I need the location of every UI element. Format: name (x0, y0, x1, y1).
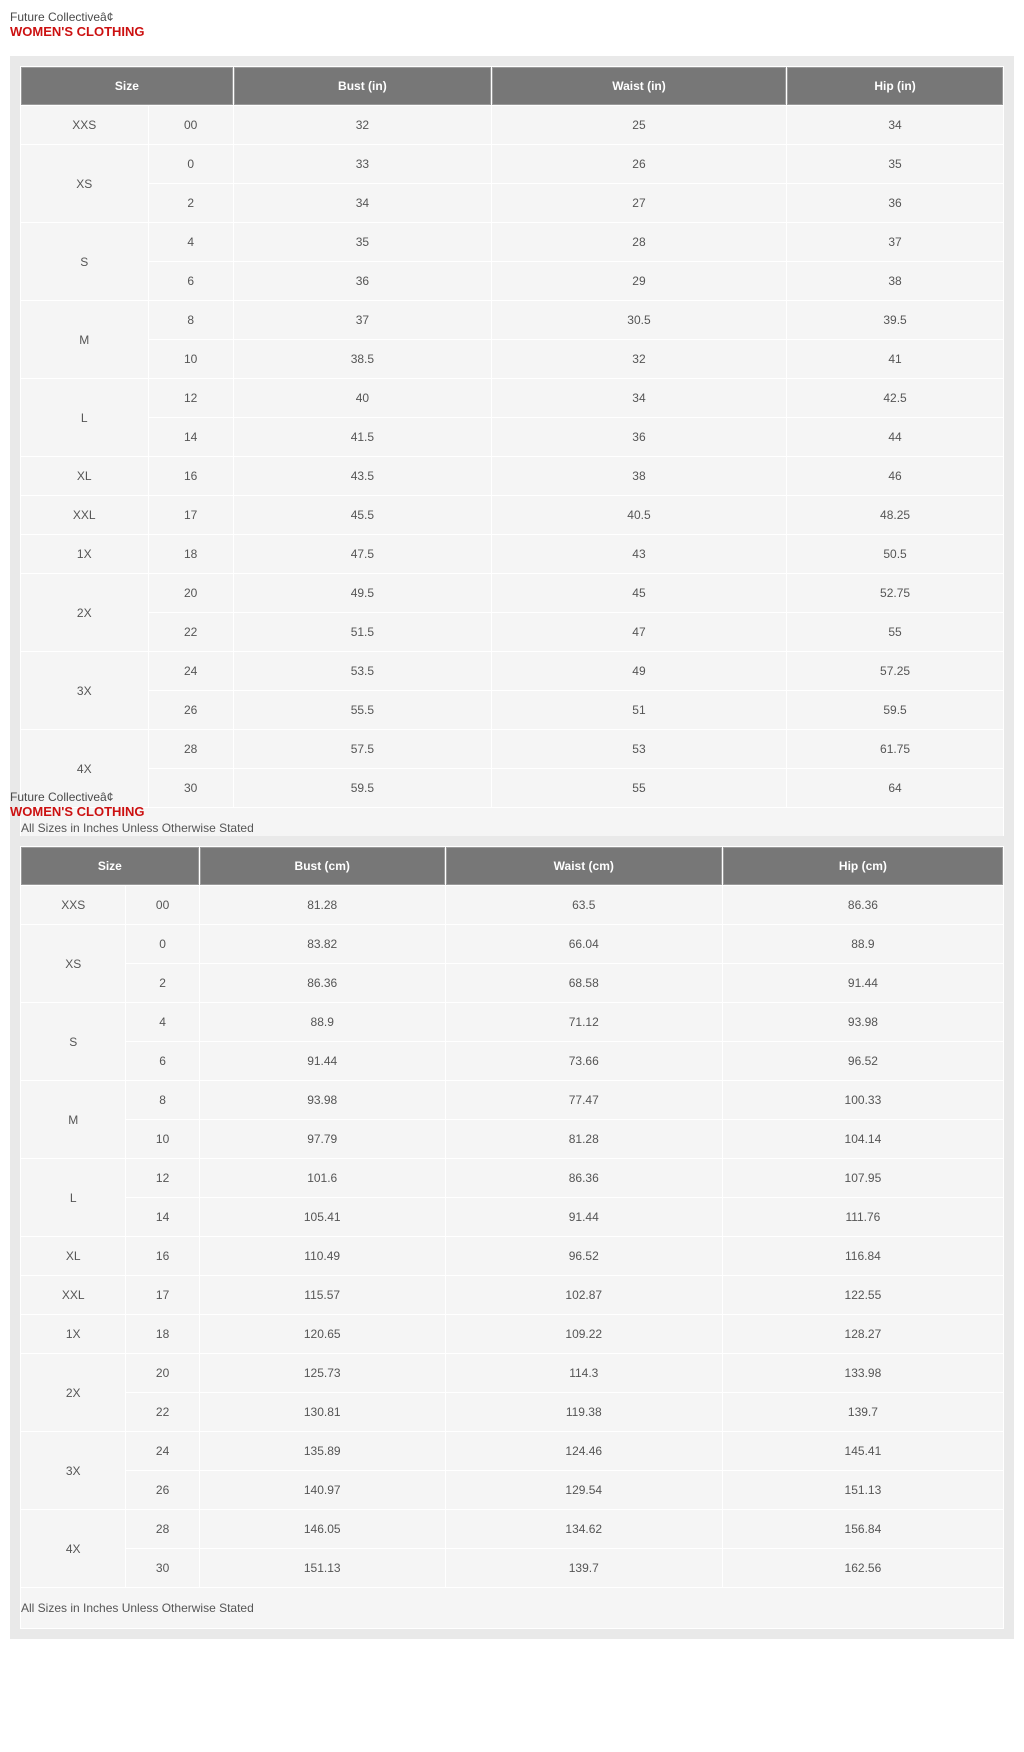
bust-value: 151.13 (200, 1549, 445, 1587)
waist-value: 34 (492, 379, 786, 417)
table-row (21, 1393, 1003, 1431)
hip-value: 122.55 (723, 1276, 1003, 1314)
hip-value: 35 (787, 145, 1003, 183)
bust-value: 130.81 (200, 1393, 445, 1431)
numeric-size: 10 (126, 1120, 198, 1158)
numeric-size: 30 (149, 769, 233, 807)
waist-value: 49 (492, 652, 786, 690)
hip-value: 64 (787, 769, 1003, 807)
waist-value: 102.87 (446, 1276, 722, 1314)
table-row (21, 613, 1003, 651)
waist-value: 30.5 (492, 301, 786, 339)
bust-value: 101.6 (200, 1159, 445, 1197)
hip-value: 91.44 (723, 964, 1003, 1002)
header-bust: Bust (in) (234, 67, 491, 105)
numeric-size: 26 (149, 691, 233, 729)
hip-value: 151.13 (723, 1471, 1003, 1509)
table-row (21, 1432, 1003, 1470)
bust-value: 86.36 (200, 964, 445, 1002)
header-bust: Bust (cm) (200, 847, 445, 885)
bust-value: 37 (234, 301, 491, 339)
bust-value: 115.57 (200, 1276, 445, 1314)
table-header-row (21, 847, 1003, 885)
waist-value: 77.47 (446, 1081, 722, 1119)
bust-value: 34 (234, 184, 491, 222)
table-row (21, 1471, 1003, 1509)
waist-value: 47 (492, 613, 786, 651)
numeric-size: 2 (126, 964, 198, 1002)
numeric-size: 14 (149, 418, 233, 456)
waist-value: 45 (492, 574, 786, 612)
bust-value: 105.41 (200, 1198, 445, 1236)
hip-value: 44 (787, 418, 1003, 456)
numeric-size: 20 (149, 574, 233, 612)
table-row (21, 262, 1003, 300)
size-label: 1X (21, 1315, 125, 1353)
bust-value: 83.82 (200, 925, 445, 963)
numeric-size: 24 (149, 652, 233, 690)
bust-value: 140.97 (200, 1471, 445, 1509)
table-row (21, 574, 1003, 612)
size-label: S (21, 223, 148, 300)
table-row (21, 1315, 1003, 1353)
hip-value: 156.84 (723, 1510, 1003, 1548)
bust-value: 51.5 (234, 613, 491, 651)
waist-value: 53 (492, 730, 786, 768)
bust-value: 59.5 (234, 769, 491, 807)
numeric-size: 6 (126, 1042, 198, 1080)
numeric-size: 18 (126, 1315, 198, 1353)
waist-value: 36 (492, 418, 786, 456)
table-row (21, 886, 1003, 924)
hip-value: 107.95 (723, 1159, 1003, 1197)
hip-value: 111.76 (723, 1198, 1003, 1236)
bust-value: 47.5 (234, 535, 491, 573)
bust-value: 146.05 (200, 1510, 445, 1548)
waist-value: 68.58 (446, 964, 722, 1002)
hip-value: 162.56 (723, 1549, 1003, 1587)
size-label: XXS (21, 106, 148, 144)
size-label: L (21, 379, 148, 456)
table-row (21, 1354, 1003, 1392)
numeric-size: 22 (126, 1393, 198, 1431)
table-row (21, 652, 1003, 690)
table-row (21, 730, 1003, 768)
hip-value: 86.36 (723, 886, 1003, 924)
bust-value: 81.28 (200, 886, 445, 924)
table-row (21, 1003, 1003, 1041)
numeric-size: 0 (126, 925, 198, 963)
bust-value: 41.5 (234, 418, 491, 456)
waist-value: 124.46 (446, 1432, 722, 1470)
waist-value: 29 (492, 262, 786, 300)
bust-value: 55.5 (234, 691, 491, 729)
header-size: Size (21, 847, 199, 885)
waist-value: 73.66 (446, 1042, 722, 1080)
bust-value: 38.5 (234, 340, 491, 378)
waist-value: 40.5 (492, 496, 786, 534)
size-label: L (21, 1159, 125, 1236)
waist-value: 81.28 (446, 1120, 722, 1158)
table-row (21, 106, 1003, 144)
waist-value: 27 (492, 184, 786, 222)
hip-value: 133.98 (723, 1354, 1003, 1392)
header-hip: Hip (cm) (723, 847, 1003, 885)
size-chart-centimeters (10, 790, 1014, 1639)
bust-value: 57.5 (234, 730, 491, 768)
numeric-size: 16 (126, 1237, 198, 1275)
table-row (21, 379, 1003, 417)
size-label: XXL (21, 496, 148, 534)
waist-value: 25 (492, 106, 786, 144)
size-label: XXS (21, 886, 125, 924)
hip-value: 116.84 (723, 1237, 1003, 1275)
bust-value: 93.98 (200, 1081, 445, 1119)
numeric-size: 14 (126, 1198, 198, 1236)
hip-value: 100.33 (723, 1081, 1003, 1119)
numeric-size: 4 (149, 223, 233, 261)
table-row (21, 925, 1003, 963)
numeric-size: 17 (126, 1276, 198, 1314)
size-label: M (21, 301, 148, 378)
hip-value: 104.14 (723, 1120, 1003, 1158)
numeric-size: 00 (149, 106, 233, 144)
numeric-size: 12 (126, 1159, 198, 1197)
table-row (21, 1237, 1003, 1275)
table-row (21, 457, 1003, 495)
bust-value: 36 (234, 262, 491, 300)
size-label: XS (21, 925, 125, 1002)
bust-value: 49.5 (234, 574, 491, 612)
size-label: 2X (21, 1354, 125, 1431)
table-row (21, 184, 1003, 222)
hip-value: 41 (787, 340, 1003, 378)
waist-value: 51 (492, 691, 786, 729)
table-row (21, 223, 1003, 261)
size-label: M (21, 1081, 125, 1158)
table-panel (10, 56, 1014, 859)
waist-value: 63.5 (446, 886, 722, 924)
waist-value: 139.7 (446, 1549, 722, 1587)
hip-value: 57.25 (787, 652, 1003, 690)
table-panel (10, 836, 1014, 1639)
numeric-size: 26 (126, 1471, 198, 1509)
bust-value: 53.5 (234, 652, 491, 690)
table-row (21, 535, 1003, 573)
table-row (21, 145, 1003, 183)
bust-value: 35 (234, 223, 491, 261)
hip-value: 61.75 (787, 730, 1003, 768)
size-label: XXL (21, 1276, 125, 1314)
bust-value: 33 (234, 145, 491, 183)
table-header-row (21, 67, 1003, 105)
numeric-size: 12 (149, 379, 233, 417)
table-row (21, 1276, 1003, 1314)
hip-value: 88.9 (723, 925, 1003, 963)
table-row (21, 1120, 1003, 1158)
bust-value: 40 (234, 379, 491, 417)
bust-value: 45.5 (234, 496, 491, 534)
size-label: 4X (21, 1510, 125, 1587)
hip-value: 52.75 (787, 574, 1003, 612)
numeric-size: 8 (149, 301, 233, 339)
numeric-size: 4 (126, 1003, 198, 1041)
table-row (21, 1159, 1003, 1197)
size-label: 3X (21, 652, 148, 729)
size-label: S (21, 1003, 125, 1080)
brand-name: Future Collectiveâ¢ (10, 790, 114, 804)
bust-value: 88.9 (200, 1003, 445, 1041)
bust-value: 97.79 (200, 1120, 445, 1158)
waist-value: 66.04 (446, 925, 722, 963)
numeric-size: 10 (149, 340, 233, 378)
bust-value: 110.49 (200, 1237, 445, 1275)
numeric-size: 28 (149, 730, 233, 768)
table-row (21, 1198, 1003, 1236)
section-title: WOMEN'S CLOTHING (10, 24, 145, 39)
table-row (21, 301, 1003, 339)
bust-value: 125.73 (200, 1354, 445, 1392)
hip-value: 139.7 (723, 1393, 1003, 1431)
table-row (21, 964, 1003, 1002)
numeric-size: 30 (126, 1549, 198, 1587)
waist-value: 134.62 (446, 1510, 722, 1548)
waist-value: 119.38 (446, 1393, 722, 1431)
table-row (21, 496, 1003, 534)
numeric-size: 18 (149, 535, 233, 573)
numeric-size: 28 (126, 1510, 198, 1548)
numeric-size: 2 (149, 184, 233, 222)
size-label: XS (21, 145, 148, 222)
waist-value: 129.54 (446, 1471, 722, 1509)
waist-value: 26 (492, 145, 786, 183)
numeric-size: 0 (149, 145, 233, 183)
waist-value: 38 (492, 457, 786, 495)
hip-value: 39.5 (787, 301, 1003, 339)
numeric-size: 24 (126, 1432, 198, 1470)
bust-value: 135.89 (200, 1432, 445, 1470)
numeric-size: 20 (126, 1354, 198, 1392)
table-row (21, 418, 1003, 456)
bust-value: 43.5 (234, 457, 491, 495)
size-chart-inches (10, 10, 1014, 859)
bust-value: 120.65 (200, 1315, 445, 1353)
waist-value: 109.22 (446, 1315, 722, 1353)
hip-value: 93.98 (723, 1003, 1003, 1041)
hip-value: 37 (787, 223, 1003, 261)
size-label: 2X (21, 574, 148, 651)
hip-value: 55 (787, 613, 1003, 651)
header-waist: Waist (in) (492, 67, 786, 105)
brand-name: Future Collectiveâ¢ (10, 10, 114, 24)
numeric-size: 8 (126, 1081, 198, 1119)
numeric-size: 6 (149, 262, 233, 300)
hip-value: 46 (787, 457, 1003, 495)
hip-value: 96.52 (723, 1042, 1003, 1080)
table-row (21, 1042, 1003, 1080)
waist-value: 96.52 (446, 1237, 722, 1275)
size-label: 4X (21, 730, 148, 807)
size-table (20, 846, 1004, 1629)
size-label: XL (21, 1237, 125, 1275)
numeric-size: 16 (149, 457, 233, 495)
bust-value: 91.44 (200, 1042, 445, 1080)
footnote: All Sizes in Inches Unless Otherwise Stated (21, 808, 1003, 848)
hip-value: 36 (787, 184, 1003, 222)
hip-value: 42.5 (787, 379, 1003, 417)
table-row (21, 1510, 1003, 1548)
hip-value: 34 (787, 106, 1003, 144)
numeric-size: 00 (126, 886, 198, 924)
header-waist: Waist (cm) (446, 847, 722, 885)
waist-value: 91.44 (446, 1198, 722, 1236)
waist-value: 55 (492, 769, 786, 807)
bust-value: 32 (234, 106, 491, 144)
size-label: 3X (21, 1432, 125, 1509)
waist-value: 28 (492, 223, 786, 261)
table-row (21, 340, 1003, 378)
section-title: WOMEN'S CLOTHING (10, 804, 145, 819)
waist-value: 86.36 (446, 1159, 722, 1197)
hip-value: 50.5 (787, 535, 1003, 573)
hip-value: 59.5 (787, 691, 1003, 729)
table-row (21, 1081, 1003, 1119)
hip-value: 38 (787, 262, 1003, 300)
waist-value: 114.3 (446, 1354, 722, 1392)
table-row (21, 1549, 1003, 1587)
size-label: 1X (21, 535, 148, 573)
numeric-size: 22 (149, 613, 233, 651)
header-hip: Hip (in) (787, 67, 1003, 105)
hip-value: 145.41 (723, 1432, 1003, 1470)
waist-value: 32 (492, 340, 786, 378)
hip-value: 48.25 (787, 496, 1003, 534)
numeric-size: 17 (149, 496, 233, 534)
table-row (21, 691, 1003, 729)
waist-value: 71.12 (446, 1003, 722, 1041)
size-label: XL (21, 457, 148, 495)
header-size: Size (21, 67, 233, 105)
size-table (20, 66, 1004, 849)
footnote: All Sizes in Inches Unless Otherwise Stated (21, 1588, 1003, 1628)
hip-value: 128.27 (723, 1315, 1003, 1353)
waist-value: 43 (492, 535, 786, 573)
